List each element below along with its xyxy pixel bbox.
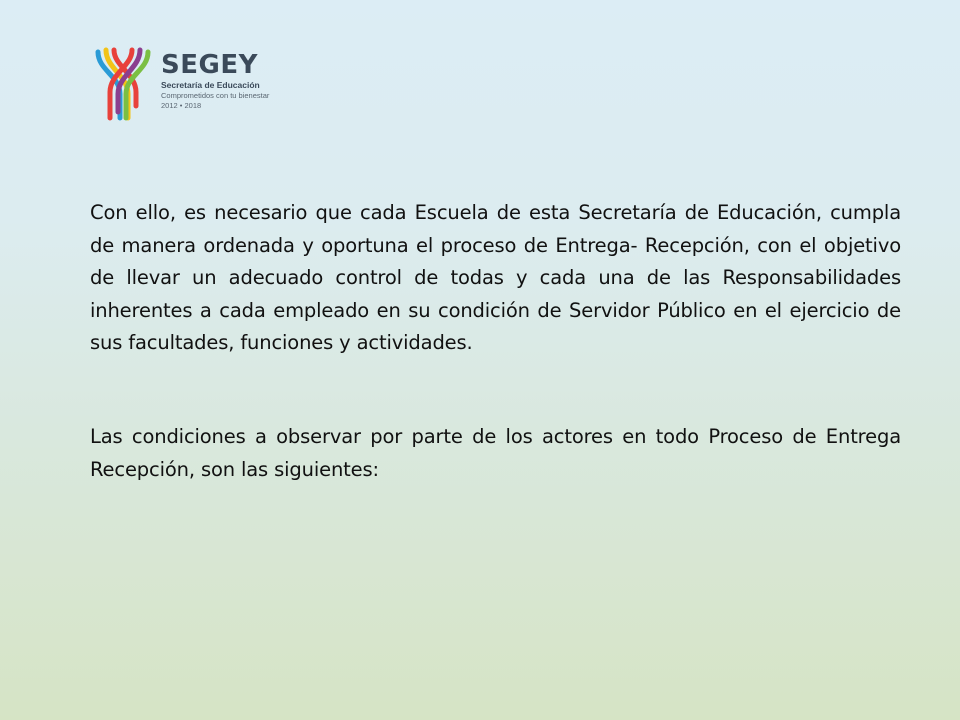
logo-title: SEGEY [161,50,258,80]
logo-period: 2012 • 2018 [161,101,202,110]
segey-emblem-icon [92,46,154,124]
segey-logo [92,46,282,124]
logo-subtitle: Secretaría de Educación [161,80,260,90]
intro-paragraph: Con ello, es necesario que cada Escuela de esta Secretaría de Educación, cumpla de manera ordenada y oportuna el proceso de Entrega- Recepción, con el objetivo de llevar un adecuado control de todas y cada una de las Responsabilidades inherentes a cada empleado en su condición de Servidor Público en el ejercicio de sus facultades, funciones y actividades. [90,201,901,354]
conditions-paragraph: Las condiciones a observar por parte de los actores en todo Proceso de Entrega Recepción, son las siguientes: [90,425,901,481]
logo-tagline: Comprometidos con tu bienestar [161,91,270,100]
